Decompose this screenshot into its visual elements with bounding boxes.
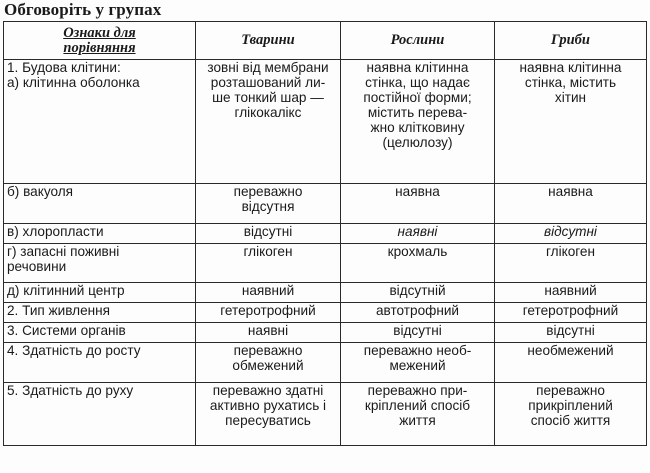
feature-cell (4, 244, 196, 283)
table-row (4, 323, 647, 343)
cell-line: переважно (233, 184, 303, 199)
plants-cell (341, 343, 495, 383)
cell-line: необмежений (527, 343, 614, 358)
cell-line: кріплений спосіб (364, 398, 471, 413)
fungi-cell (495, 283, 647, 303)
cell-line: хітин (554, 90, 587, 105)
cell-line: зовні від мембрани (207, 60, 329, 75)
fungi-cell (495, 383, 647, 446)
page-title: Обговоріть у групах (4, 0, 162, 19)
cell-line: відсутній (389, 283, 446, 298)
table-header-row (4, 22, 647, 60)
cell-line: відсутня (241, 199, 295, 214)
table-row (4, 343, 647, 383)
animals-cell (196, 224, 341, 244)
animals-cell (196, 244, 341, 283)
cell-line: наявна клітинна (366, 60, 469, 75)
plants-cell (341, 323, 495, 343)
cell-line: 1. Будова клітини: (7, 60, 121, 75)
cell-line: постійної форми; (363, 90, 472, 105)
plants-cell (341, 303, 495, 323)
animals-cell (196, 184, 341, 224)
cell-line: наявні (397, 224, 438, 239)
cell-line: стінка, що надає (365, 75, 470, 90)
cell-line: наявний (544, 283, 597, 298)
fungi-cell (495, 343, 647, 383)
fungi-cell (495, 323, 647, 343)
table-row (4, 224, 647, 244)
plants-cell (341, 224, 495, 244)
cell-line: відсутні (393, 323, 442, 338)
fungi-cell (495, 184, 647, 224)
cell-line: переважно здатні (212, 383, 324, 398)
cell-line: активно рухатись і (209, 398, 327, 413)
cell-line: 3. Системи органів (7, 323, 126, 338)
cell-line: автотрофний (375, 303, 460, 318)
animals-cell (196, 343, 341, 383)
feature-cell (4, 323, 196, 343)
comparison-table (3, 21, 647, 446)
table-row (4, 383, 647, 446)
cell-line: глікоген (546, 244, 595, 259)
animals-cell (196, 60, 341, 184)
animals-cell (196, 383, 341, 446)
table-row (4, 283, 647, 303)
cell-line: 2. Тип живлення (7, 303, 111, 318)
table-row (4, 184, 647, 224)
animals-cell (196, 303, 341, 323)
cell-line: переважно (233, 343, 303, 358)
header-feature (4, 22, 196, 60)
plants-cell (341, 283, 495, 303)
cell-line: переважно (536, 383, 605, 398)
cell-line: 4. Здатність до росту (7, 343, 141, 358)
feature-cell (4, 383, 196, 446)
header-fungi: Гриби (495, 22, 647, 60)
feature-cell (4, 283, 196, 303)
cell-line: містить перева- (367, 105, 468, 120)
header-feature-line: Ознаки для (63, 24, 136, 41)
cell-line: розташований ли- (210, 75, 326, 90)
cell-line: стінка, містить (524, 75, 617, 90)
cell-line: відсутні (546, 323, 595, 338)
cell-line: відсутні (544, 224, 597, 239)
animals-cell (196, 323, 341, 343)
cell-line: 5. Здатність до руху (7, 383, 134, 398)
table-row (4, 244, 647, 283)
cell-line: наявний (241, 283, 295, 298)
cell-line: в) хлоропласти (7, 224, 104, 239)
table-row (4, 60, 647, 184)
cell-line: жно клітковину (370, 120, 465, 135)
plants-cell (341, 244, 495, 283)
cell-line: ше тонкий шар — (212, 90, 324, 105)
cell-line: гетеротрофний (220, 303, 316, 318)
cell-line: переважно при- (367, 383, 468, 398)
cell-line: наявна клітинна (519, 60, 622, 75)
fungi-cell (495, 244, 647, 283)
cell-line: (целюлозу) (382, 135, 453, 150)
plants-cell (341, 60, 495, 184)
header-animals: Тварини (196, 22, 341, 60)
cell-line: прикріплений (528, 398, 613, 413)
cell-line: а) клітинна оболонка (7, 75, 140, 90)
feature-cell (4, 184, 196, 224)
cell-line: пересуватись (225, 413, 311, 428)
fungi-cell (495, 303, 647, 323)
cell-line: крохмаль (387, 244, 448, 259)
feature-cell (4, 224, 196, 244)
feature-cell (4, 343, 196, 383)
cell-line: спосіб життя (530, 413, 611, 428)
cell-line: д) клітинний центр (7, 283, 125, 298)
plants-cell (341, 184, 495, 224)
fungi-cell (495, 60, 647, 184)
cell-line: наявна (548, 184, 593, 199)
cell-line: гетеротрофний (522, 303, 619, 318)
cell-line: глікокалікс (234, 105, 302, 120)
plants-cell (341, 383, 495, 446)
cell-line: б) вакуоля (7, 184, 74, 199)
cell-line: наявна (395, 184, 440, 199)
cell-line: наявні (247, 323, 289, 338)
header-plants: Рослини (341, 22, 495, 60)
cell-line: відсутні (243, 224, 293, 239)
cell-line: глікоген (243, 244, 293, 259)
cell-line: г) запасні поживні (7, 244, 120, 259)
cell-line: переважно необ- (363, 343, 472, 358)
animals-cell (196, 283, 341, 303)
feature-cell (4, 60, 196, 184)
fungi-cell (495, 224, 647, 244)
table-row (4, 303, 647, 323)
feature-cell (4, 303, 196, 323)
cell-line: межений (389, 358, 446, 373)
cell-line: життя (399, 413, 436, 428)
cell-line: обмежений (232, 358, 304, 373)
cell-line: речовини (7, 259, 67, 274)
header-feature-line: порівняння (63, 39, 136, 56)
